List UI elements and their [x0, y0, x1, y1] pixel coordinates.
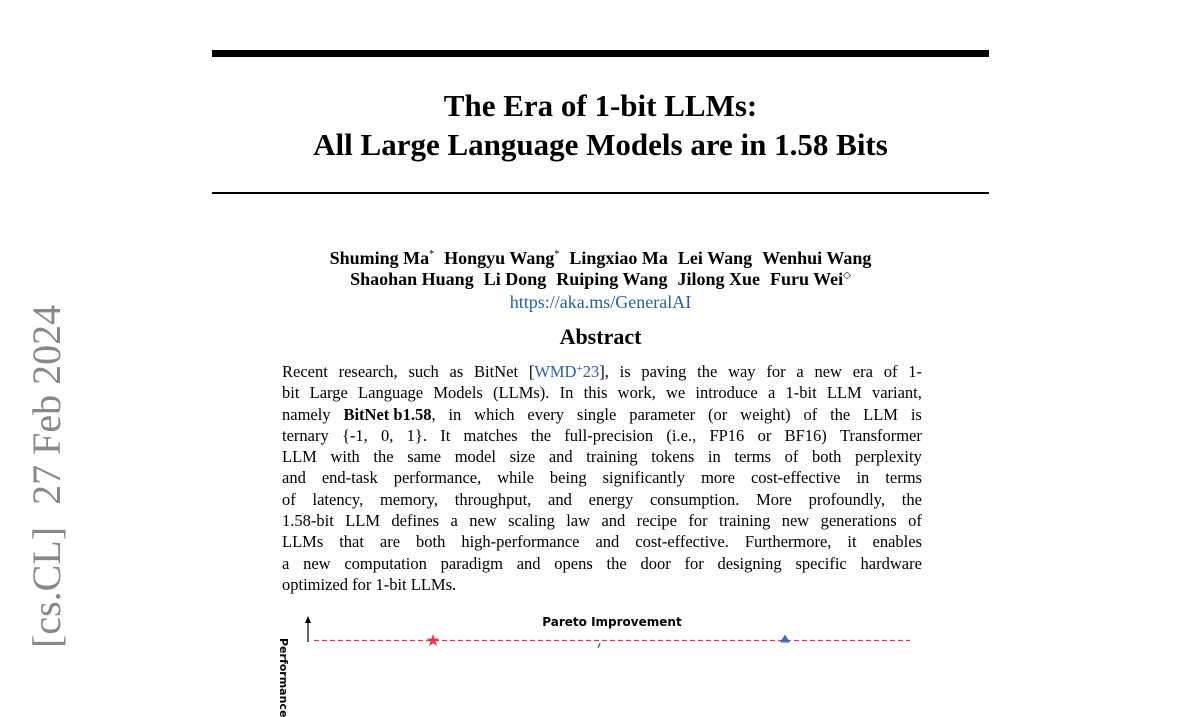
- abstract-word: In: [559, 383, 574, 403]
- abstract-word: paradigm: [440, 553, 503, 573]
- abstract-word: and: [548, 447, 573, 467]
- triangle-marker: [780, 635, 790, 643]
- abstract-word: for: [684, 553, 704, 573]
- abstract-word: while: [497, 468, 534, 488]
- abstract-word: profoundly,: [808, 489, 885, 509]
- abstract-word: full-precision: [564, 425, 654, 445]
- abstract-word: consumption.: [649, 489, 740, 509]
- abstract-word: law: [566, 511, 591, 531]
- abstract-line: [282, 553, 922, 574]
- abstract-word: the: [697, 362, 718, 381]
- abstract-word: new: [469, 511, 497, 531]
- abstract-word: or: [757, 425, 772, 445]
- abstract-word: door: [640, 553, 671, 573]
- abstract-word: we: [665, 383, 686, 403]
- abstract-word: 1-bit: [785, 383, 817, 403]
- author-name: Shaohan Huang: [350, 269, 474, 289]
- abstract-line: [282, 467, 922, 488]
- abstract-line: [282, 531, 922, 552]
- abstract-word: the: [901, 489, 922, 509]
- abstract-word: variant,: [871, 383, 922, 403]
- paper-title: [212, 86, 989, 164]
- abstract-word: is: [910, 404, 922, 424]
- abstract-line: [282, 382, 922, 403]
- abstract-word: matches: [463, 425, 518, 445]
- abstract-word: research,: [338, 362, 398, 381]
- abstract-word: defines: [391, 511, 440, 531]
- author-mark: ◇: [843, 270, 851, 281]
- star-marker: [427, 634, 440, 646]
- abstract-word: BitNet b1.58,: [343, 404, 436, 424]
- line2-author: [350, 269, 474, 289]
- abstract-word: and: [548, 489, 572, 509]
- abstract-word: work,: [617, 383, 656, 403]
- line2-author: [556, 269, 667, 289]
- author-name: Li Dong: [483, 269, 547, 289]
- abstract-line: [282, 489, 922, 510]
- line2-author: [770, 269, 851, 289]
- abstract-word: the: [830, 404, 851, 424]
- author-name: Hongyu Wang: [444, 248, 555, 268]
- figure-y-label: Performance: [277, 638, 290, 717]
- author-name: Lei Wang: [677, 248, 753, 268]
- abstract-word: latency,: [312, 489, 364, 509]
- arxiv-date: 27 Feb 2024: [24, 304, 69, 505]
- abstract-word: for: [688, 511, 708, 531]
- abstract-word: More: [756, 489, 792, 509]
- abstract-word: BitNet: [474, 362, 519, 381]
- abstract-word: end-task: [321, 468, 378, 488]
- abstract-word: 1.58-bit: [282, 511, 334, 531]
- abstract-word: the: [530, 425, 552, 445]
- abstract-word: introduce: [695, 383, 758, 403]
- abstract-word: every: [527, 404, 565, 424]
- abstract-word: ternary: [282, 425, 329, 445]
- figure-title: Pareto Improvement: [542, 615, 682, 629]
- abstract-word: such: [408, 362, 439, 381]
- abstract-word: as: [449, 362, 464, 381]
- abstract-word: LLM: [282, 447, 317, 467]
- partial-series-mark: [598, 643, 600, 648]
- abstract-word: are: [379, 532, 401, 552]
- abstract-word: designing: [717, 553, 782, 573]
- abstract-word: of: [282, 489, 296, 509]
- author-line-2: [212, 269, 989, 290]
- abstract-word: of: [908, 511, 922, 531]
- abstract-word: FP16: [709, 425, 745, 445]
- abstract-word: energy: [588, 489, 634, 509]
- abstract-word: perplexity: [854, 447, 922, 467]
- abstract-word: LLMs: [282, 532, 324, 552]
- abstract-word: and: [282, 468, 306, 488]
- abstract-word: in: [856, 468, 870, 488]
- abstract-word: memory,: [379, 489, 438, 509]
- abstract-word: which: [474, 404, 515, 424]
- title-bottom-rule: [212, 192, 989, 194]
- abstract-word: a: [796, 362, 804, 381]
- abstract-word: for: [766, 362, 786, 381]
- title-line-2: All Large Language Models are in 1.58 Bits: [313, 127, 888, 162]
- abstract-word: is: [619, 362, 631, 381]
- abstract-word: and: [595, 532, 620, 552]
- abstract-word: paving: [641, 362, 687, 381]
- abstract-word: It: [440, 425, 451, 445]
- abstract-word: the: [373, 447, 394, 467]
- author-name: Lingxiao Ma: [569, 248, 668, 268]
- abstract-word: model: [454, 447, 496, 467]
- abstract-word: BF16): [784, 425, 827, 445]
- abstract-word: terms: [885, 468, 922, 488]
- abstract-word: way: [728, 362, 756, 381]
- line1-author: [569, 248, 668, 268]
- abstract-word: and: [516, 553, 541, 573]
- abstract-line: [282, 404, 922, 425]
- title-line-1: The Era of 1-bit LLMs:: [443, 88, 758, 123]
- abstract-word: computation: [344, 553, 427, 573]
- abstract-line: [282, 425, 922, 446]
- abstract-word: cost-effective.: [635, 532, 729, 552]
- abstract-word: throughput,: [454, 489, 532, 509]
- abstract-word: generations: [820, 511, 897, 531]
- abstract-word: 1}.: [406, 425, 427, 445]
- abstract-word: high-performance: [461, 532, 580, 552]
- abstract-word: of: [883, 362, 898, 381]
- abstract-word: recipe: [636, 511, 677, 531]
- author-name: Wenhui Wang: [762, 248, 872, 268]
- line1-author: [444, 248, 559, 268]
- abstract-word: new: [303, 553, 331, 573]
- abstract-word: a: [282, 553, 290, 573]
- abstract-word: significantly: [602, 468, 686, 488]
- affiliation-link[interactable]: https://aka.ms/GeneralAI: [509, 292, 692, 312]
- author-name: Shuming Ma: [329, 248, 430, 268]
- abstract-word: specific: [795, 553, 847, 573]
- abstract-word: bit: [282, 383, 300, 403]
- abstract-word: a: [767, 383, 776, 403]
- author-line-1: [212, 248, 989, 269]
- abstract-word: namely: [282, 404, 331, 424]
- abstract-word: Large: [309, 383, 348, 403]
- abstract-word: enables: [872, 532, 922, 552]
- abstract-word: 0,: [381, 425, 394, 445]
- abstract-word: opens: [554, 553, 593, 573]
- abstract-word: 1-: [908, 362, 922, 381]
- line1-author: [330, 248, 435, 268]
- line1-author: [678, 248, 752, 268]
- abstract-word: parameter: [629, 404, 696, 424]
- abstract-word: cost-effective: [750, 468, 841, 488]
- abstract-word: new: [814, 362, 842, 381]
- abstract-word: LLM: [345, 511, 381, 531]
- abstract-line: [282, 510, 922, 531]
- title-top-rule: [212, 50, 989, 57]
- abstract-word: it: [847, 532, 857, 552]
- abstract-word: [WMD+23],: [528, 362, 609, 381]
- abstract-word: era: [852, 362, 873, 381]
- abstract-word: Language: [358, 383, 424, 403]
- author-name: Jilong Xue: [677, 269, 760, 289]
- abstract-word: performance,: [393, 468, 482, 488]
- abstract-body: [282, 361, 922, 595]
- abstract-word: of: [784, 447, 799, 467]
- abstract-word: with: [330, 447, 360, 467]
- line2-author: [677, 269, 760, 289]
- arxiv-category: [cs.CL]: [24, 526, 69, 648]
- abstract-word: a: [450, 511, 458, 531]
- author-list: [212, 248, 989, 290]
- abstract-word: (i.e.,: [666, 425, 697, 445]
- abstract-word: tokens: [651, 447, 695, 467]
- abstract-word: Models: [433, 383, 483, 403]
- abstract-word: of: [803, 404, 818, 424]
- figure-preview: [277, 612, 922, 717]
- abstract-word: LLM: [863, 404, 898, 424]
- abstract-word: training: [586, 447, 638, 467]
- abstract-word: size: [509, 447, 536, 467]
- arxiv-side-stamp: [22, 283, 72, 648]
- author-name: Furu Wei: [769, 269, 844, 289]
- abstract-line: optimized for 1-bit LLMs.: [282, 574, 457, 594]
- abstract-word: scaling: [508, 511, 555, 531]
- abstract-word: Transformer: [840, 425, 922, 445]
- abstract-word: hardware: [860, 553, 922, 573]
- abstract-word: Furthermore,: [744, 532, 832, 552]
- line2-author: [484, 269, 547, 289]
- abstract-word: LLM: [826, 383, 862, 403]
- abstract-word: both: [416, 532, 446, 552]
- line1-author: [762, 248, 871, 268]
- abstract-word: terms: [734, 447, 772, 467]
- abstract-word: being: [549, 468, 587, 488]
- abstract-word: the: [606, 553, 627, 573]
- abstract-word: both: [812, 447, 842, 467]
- citation-link[interactable]: WMD+23: [534, 362, 600, 381]
- abstract-word: more: [701, 468, 735, 488]
- abstract-word: (or: [708, 404, 728, 424]
- abstract-word: this: [583, 383, 608, 403]
- abstract-word: and: [601, 511, 626, 531]
- abstract-word: same: [407, 447, 442, 467]
- author-name: Ruiping Wang: [556, 269, 668, 289]
- author-mark: *: [429, 249, 435, 260]
- abstract-word: in: [448, 404, 462, 424]
- abstract-line: [282, 446, 922, 467]
- abstract-word: (LLMs).: [493, 383, 550, 403]
- model-name: BitNet b1.58: [343, 404, 432, 424]
- abstract-word: weight): [740, 404, 791, 424]
- abstract-word: that: [339, 532, 364, 552]
- abstract-heading: Abstract: [559, 324, 642, 349]
- abstract-word: {-1,: [341, 425, 368, 445]
- abstract-word: training: [719, 511, 771, 531]
- abstract-word: new: [781, 511, 810, 531]
- abstract-line: [282, 361, 922, 382]
- abstract-word: in: [707, 447, 721, 467]
- author-mark: *: [554, 249, 560, 260]
- abstract-word: Recent: [282, 362, 328, 381]
- abstract-word: single: [576, 404, 617, 424]
